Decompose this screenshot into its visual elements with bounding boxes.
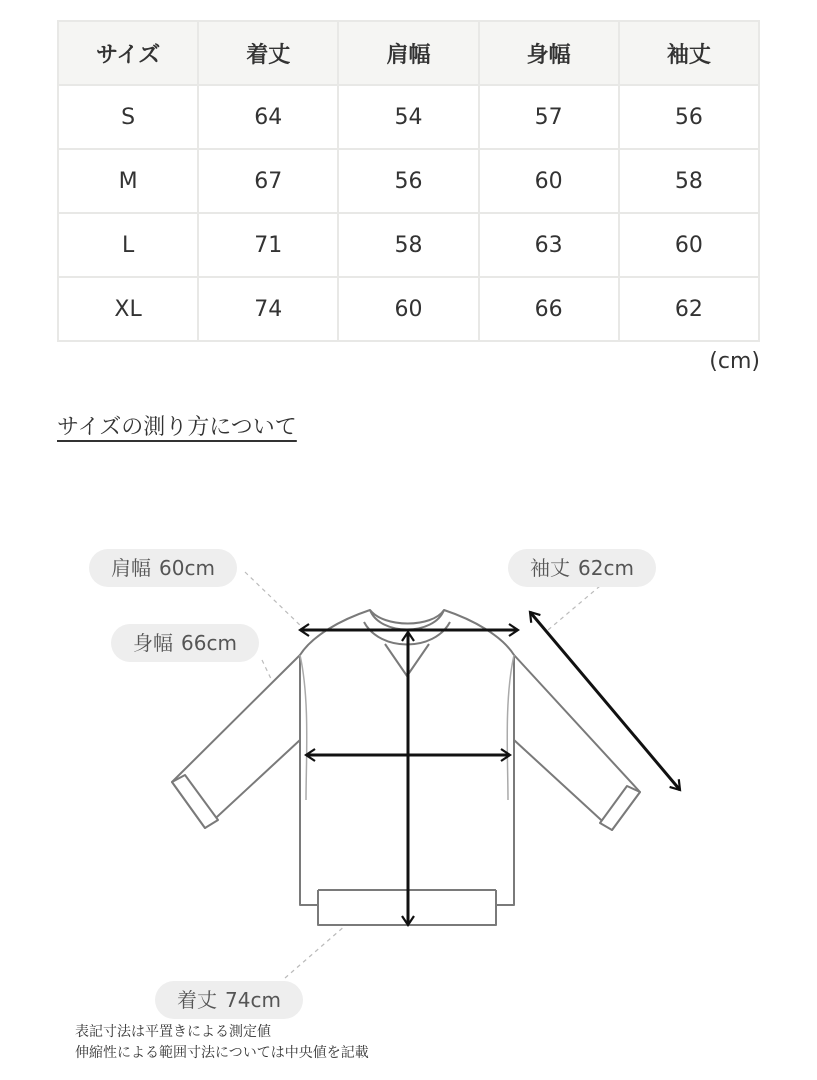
arrow-sleeve (530, 612, 680, 790)
table-cell: 58 (619, 149, 759, 213)
table-cell: S (58, 85, 198, 149)
header-length: 着丈 (198, 21, 338, 85)
table-row (58, 213, 759, 277)
shoulder-label-name: 肩幅 (111, 556, 151, 580)
note-line: 伸縮性による範囲寸法については中央値を記載 (75, 1045, 369, 1061)
table-cell: 66 (479, 277, 619, 341)
right-sleeve (514, 655, 640, 830)
header-shoulder: 肩幅 (338, 21, 478, 85)
left-sleeve (172, 655, 300, 828)
measurement-notes (75, 1022, 369, 1064)
left-cuff (172, 775, 218, 828)
neck-rib-inner (364, 622, 450, 645)
section-heading: サイズの測り方について (57, 415, 297, 440)
table-cell: L (58, 213, 198, 277)
shoulder-label-value: 60cm (159, 556, 215, 580)
table-cell: 71 (198, 213, 338, 277)
v-gusset (385, 644, 429, 676)
neck-rib (370, 610, 444, 630)
table-cell: 56 (619, 85, 759, 149)
table-row (58, 149, 759, 213)
header-size: サイズ (58, 21, 198, 85)
unit-note: (cm) (709, 349, 760, 374)
table-cell: 54 (338, 85, 478, 149)
leader-shoulder (245, 572, 303, 628)
table-cell: 62 (619, 277, 759, 341)
table-cell: 56 (338, 149, 478, 213)
table-cell: 58 (338, 213, 478, 277)
length-label-value: 74cm (225, 988, 281, 1012)
leader-sleeve (548, 586, 600, 630)
table-cell: 60 (619, 213, 759, 277)
table-cell: 64 (198, 85, 338, 149)
sleeve-label-name: 袖丈 (530, 556, 570, 580)
table-cell: 60 (338, 277, 478, 341)
table-row (58, 85, 759, 149)
body-width-label-name: 身幅 (133, 631, 173, 655)
table-cell: 63 (479, 213, 619, 277)
hem-band (318, 890, 496, 925)
size-table (57, 20, 760, 342)
body-width-label (111, 624, 259, 662)
table-cell: M (58, 149, 198, 213)
right-cuff (600, 786, 640, 830)
table-row (58, 277, 759, 341)
header-sleeve: 袖丈 (619, 21, 759, 85)
table-cell: 67 (198, 149, 338, 213)
sleeve-label-value: 62cm (578, 556, 634, 580)
leader-body-width (262, 660, 306, 752)
table-cell: 57 (479, 85, 619, 149)
table-cell: 60 (479, 149, 619, 213)
leader-length (285, 878, 400, 978)
sleeve-label (508, 549, 656, 587)
header-body-width: 身幅 (479, 21, 619, 85)
note-line: 表記寸法は平置きによる測定値 (75, 1024, 271, 1040)
table-header-row (58, 21, 759, 85)
garment-body (300, 610, 514, 905)
body-width-label-value: 66cm (181, 631, 237, 655)
length-label-name: 着丈 (177, 988, 217, 1012)
table-cell: 74 (198, 277, 338, 341)
shoulder-label (89, 549, 237, 587)
table-cell: XL (58, 277, 198, 341)
leader-lines (245, 572, 600, 978)
length-label (155, 981, 303, 1019)
measurement-arrows (300, 612, 680, 925)
